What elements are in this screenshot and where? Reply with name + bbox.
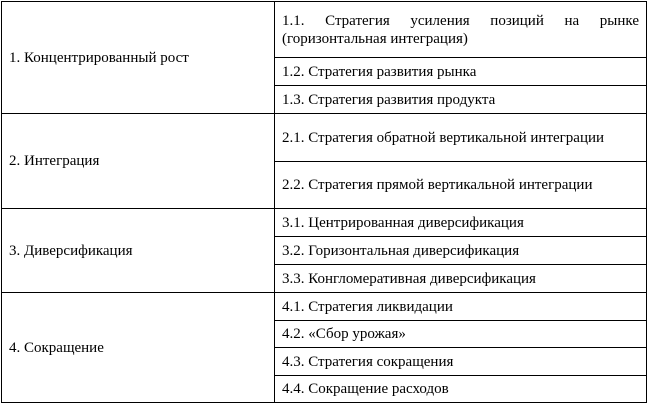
table-row [2,114,647,162]
group-cell-reduction: 4. Сокращение [2,293,275,403]
group-cell-diversification: 3. Диверсификация [2,209,275,293]
item-cell: 2.2. Стратегия прямой вертикальной интеграции [275,162,647,209]
item-cell: 3.2. Горизонтальная диверсификация [275,237,647,265]
item-cell: 4.1. Стратегия ликвидации [275,293,647,321]
item-cell: 4.4. Сокращение расходов [275,376,647,403]
item-cell: 1.2. Стратегия развития рынка [275,58,647,86]
item-cell: 2.1. Стратегия обратной вертикальной интеграции [275,114,647,162]
group-cell-integration: 2. Интеграция [2,114,275,209]
strategy-table [1,1,647,403]
table-row [2,2,647,58]
table-row [2,293,647,321]
item-cell: 3.1. Центрированная диверсификация [275,209,647,237]
group-cell-concentrated-growth: 1. Концентрированный рост [2,2,275,114]
item-cell: 4.3. Стратегия сокращения [275,348,647,376]
item-cell: 1.1. Стратегия усиления позиций на рынке (горизонтальная интеграция) [275,2,647,58]
item-cell: 4.2. «Сбор урожая» [275,321,647,348]
item-cell: 3.3. Конгломеративная диверсификация [275,265,647,293]
item-cell: 1.3. Стратегия развития продукта [275,86,647,114]
table-row [2,209,647,237]
